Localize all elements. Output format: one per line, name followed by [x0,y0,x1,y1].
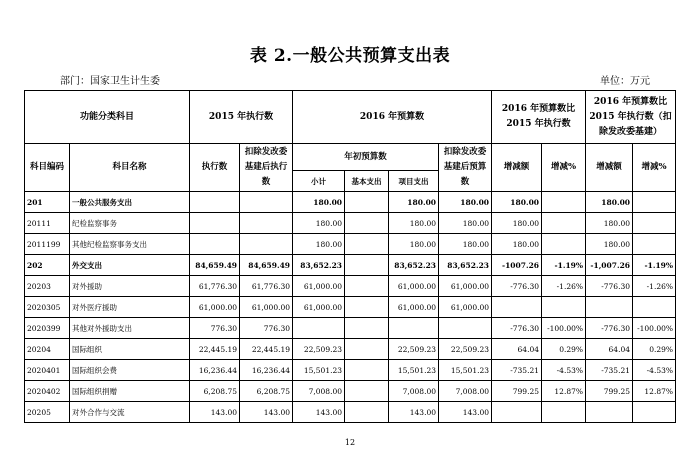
cell-exec [190,192,240,213]
cell-budget-excl: 143.00 [439,402,492,423]
table-row [25,402,676,423]
header-project: 项目支出 [389,171,439,192]
header-name: 科目名称 [70,144,190,192]
cell-inc-amt2: -776.30 [586,318,633,339]
cell-inc-pct2 [633,213,676,234]
cell-basic [345,192,389,213]
cell-code: 20203 [25,276,70,297]
cell-code: 2020305 [25,297,70,318]
cell-inc-amt: 799.25 [492,381,542,402]
cell-exec-excl: 143.00 [240,402,293,423]
cell-code: 2020402 [25,381,70,402]
cell-subtotal: 61,000.00 [293,276,345,297]
cell-inc-amt: -776.30 [492,318,542,339]
header-budget-2016: 2016 年预算数 [293,91,492,144]
cell-inc-amt2 [586,402,633,423]
cell-inc-pct2: -1.19% [633,255,676,276]
cell-basic [345,339,389,360]
cell-project: 15,501.23 [389,360,439,381]
cell-inc-amt2: 64.04 [586,339,633,360]
cell-project: 7,008.00 [389,381,439,402]
cell-inc-amt: 180.00 [492,192,542,213]
cell-project: 143.00 [389,402,439,423]
cell-exec [190,234,240,255]
header-exec-2015: 2015 年执行数 [190,91,293,144]
cell-basic [345,402,389,423]
cell-inc-pct2: 12.87% [633,381,676,402]
cell-code: 20205 [25,402,70,423]
header-basic: 基本支出 [345,171,389,192]
header-category: 功能分类科目 [25,91,190,144]
cell-name: 其他纪检监察事务支出 [70,234,190,255]
cell-name: 对外医疗援助 [70,297,190,318]
cell-exec [190,213,240,234]
header-subtotal: 小计 [293,171,345,192]
cell-inc-pct2: 0.29% [633,339,676,360]
cell-inc-amt2: 180.00 [586,234,633,255]
cell-exec: 16,236.44 [190,360,240,381]
cell-inc-pct2 [633,192,676,213]
cell-inc-pct: 0.29% [542,339,586,360]
cell-exec-excl: 61,776.30 [240,276,293,297]
cell-inc-pct [542,402,586,423]
cell-code: 2020401 [25,360,70,381]
cell-subtotal: 143.00 [293,402,345,423]
budget-table [24,90,676,423]
cell-subtotal: 7,008.00 [293,381,345,402]
cell-inc-amt: 180.00 [492,213,542,234]
cell-inc-amt2 [586,297,633,318]
cell-project: 180.00 [389,234,439,255]
cell-inc-amt2: -1,007.26 [586,255,633,276]
table-row [25,234,676,255]
cell-inc-amt2: 180.00 [586,213,633,234]
cell-inc-pct2 [633,297,676,318]
cell-code: 202 [25,255,70,276]
cell-inc-pct [542,213,586,234]
cell-inc-pct: -100.00% [542,318,586,339]
cell-subtotal: 180.00 [293,234,345,255]
cell-code: 20111 [25,213,70,234]
cell-inc-pct: -1.26% [542,276,586,297]
cell-basic [345,297,389,318]
cell-code: 2020399 [25,318,70,339]
cell-exec: 776.30 [190,318,240,339]
cell-basic [345,360,389,381]
header-exec-excl: 扣除发改委基建后执行数 [240,144,293,192]
cell-exec-excl: 61,000.00 [240,297,293,318]
cell-exec-excl: 776.30 [240,318,293,339]
cell-inc-amt: -776.30 [492,276,542,297]
cell-exec-excl: 16,236.44 [240,360,293,381]
cell-budget-excl: 15,501.23 [439,360,492,381]
cell-inc-pct2: -100.00% [633,318,676,339]
cell-name: 外交支出 [70,255,190,276]
cell-inc-amt2: -735.21 [586,360,633,381]
cell-exec-excl [240,213,293,234]
header-compare-2015-adjusted: 2016 年预算数比 2015 年执行数（扣除发改委基建） [586,91,676,144]
department-label: 部门：国家卫生计生委 [60,76,160,87]
cell-inc-amt [492,297,542,318]
header-inc-percent: 增减% [542,144,586,192]
cell-code: 20204 [25,339,70,360]
cell-budget-excl: 61,000.00 [439,297,492,318]
cell-name: 其他对外援助支出 [70,318,190,339]
cell-subtotal: 180.00 [293,192,345,213]
cell-inc-amt: -1007.26 [492,255,542,276]
cell-inc-pct2 [633,402,676,423]
cell-basic [345,213,389,234]
header-budget-excl: 扣除发改委基建后预算数 [439,144,492,192]
table-row [25,381,676,402]
table-row [25,297,676,318]
cell-exec: 61,776.30 [190,276,240,297]
header-code: 科目编码 [25,144,70,192]
table-row [25,192,676,213]
cell-budget-excl: 180.00 [439,234,492,255]
cell-inc-amt2: 799.25 [586,381,633,402]
cell-budget-excl: 180.00 [439,192,492,213]
cell-inc-pct2 [633,234,676,255]
cell-inc-pct2: -1.26% [633,276,676,297]
header-inc-percent-adj: 增减% [633,144,676,192]
cell-exec-excl: 22,445.19 [240,339,293,360]
header-row-2 [25,144,676,171]
cell-basic [345,381,389,402]
cell-inc-pct [542,192,586,213]
table-row [25,255,676,276]
cell-project: 180.00 [389,213,439,234]
cell-inc-pct: -4.53% [542,360,586,381]
cell-budget-excl: 180.00 [439,213,492,234]
cell-inc-amt: 180.00 [492,234,542,255]
cell-inc-amt: -735.21 [492,360,542,381]
cell-name: 国际组织 [70,339,190,360]
cell-budget-excl [439,318,492,339]
cell-project: 180.00 [389,192,439,213]
cell-exec: 6,208.75 [190,381,240,402]
page-number: 12 [344,438,356,447]
cell-subtotal [293,318,345,339]
cell-basic [345,276,389,297]
cell-code: 2011199 [25,234,70,255]
cell-project: 61,000.00 [389,276,439,297]
table-row [25,276,676,297]
page-title: 表 2.一般公共预算支出表 [249,46,451,66]
cell-project: 22,509.23 [389,339,439,360]
cell-inc-pct2: -4.53% [633,360,676,381]
cell-exec-excl: 84,659.49 [240,255,293,276]
cell-name: 对外援助 [70,276,190,297]
unit-label: 单位：万元 [600,76,650,87]
cell-basic [345,255,389,276]
cell-subtotal: 180.00 [293,213,345,234]
cell-budget-excl: 83,652.23 [439,255,492,276]
cell-subtotal: 83,652.23 [293,255,345,276]
header-exec: 执行数 [190,144,240,192]
cell-project: 83,652.23 [389,255,439,276]
header-initial-budget: 年初预算数 [293,144,439,171]
header-row-1 [25,91,676,144]
cell-code: 201 [25,192,70,213]
cell-basic [345,318,389,339]
table-row [25,360,676,381]
cell-inc-amt: 64.04 [492,339,542,360]
cell-basic [345,234,389,255]
cell-subtotal: 15,501.23 [293,360,345,381]
table-row [25,213,676,234]
cell-inc-pct: 12.87% [542,381,586,402]
cell-exec: 84,659.49 [190,255,240,276]
cell-exec: 61,000.00 [190,297,240,318]
cell-exec: 143.00 [190,402,240,423]
cell-budget-excl: 61,000.00 [439,276,492,297]
cell-budget-excl: 22,509.23 [439,339,492,360]
cell-name: 一般公共服务支出 [70,192,190,213]
cell-subtotal: 22,509.23 [293,339,345,360]
cell-exec-excl [240,192,293,213]
cell-inc-pct: -1.19% [542,255,586,276]
cell-name: 国际组织会费 [70,360,190,381]
cell-inc-pct [542,297,586,318]
cell-name: 纪检监察事务 [70,213,190,234]
cell-name: 国际组织捐赠 [70,381,190,402]
cell-subtotal: 61,000.00 [293,297,345,318]
cell-budget-excl: 7,008.00 [439,381,492,402]
cell-project: 61,000.00 [389,297,439,318]
header-inc-amount-adj: 增减额 [586,144,633,192]
cell-inc-amt [492,402,542,423]
cell-inc-pct [542,234,586,255]
cell-exec-excl: 6,208.75 [240,381,293,402]
cell-exec: 22,445.19 [190,339,240,360]
cell-name: 对外合作与交流 [70,402,190,423]
header-compare-2015: 2016 年预算数比 2015 年执行数 [492,91,586,144]
header-inc-amount: 增减额 [492,144,542,192]
cell-exec-excl [240,234,293,255]
cell-project [389,318,439,339]
cell-inc-amt2: -776.30 [586,276,633,297]
cell-inc-amt2: 180.00 [586,192,633,213]
table-row [25,339,676,360]
table-row [25,318,676,339]
